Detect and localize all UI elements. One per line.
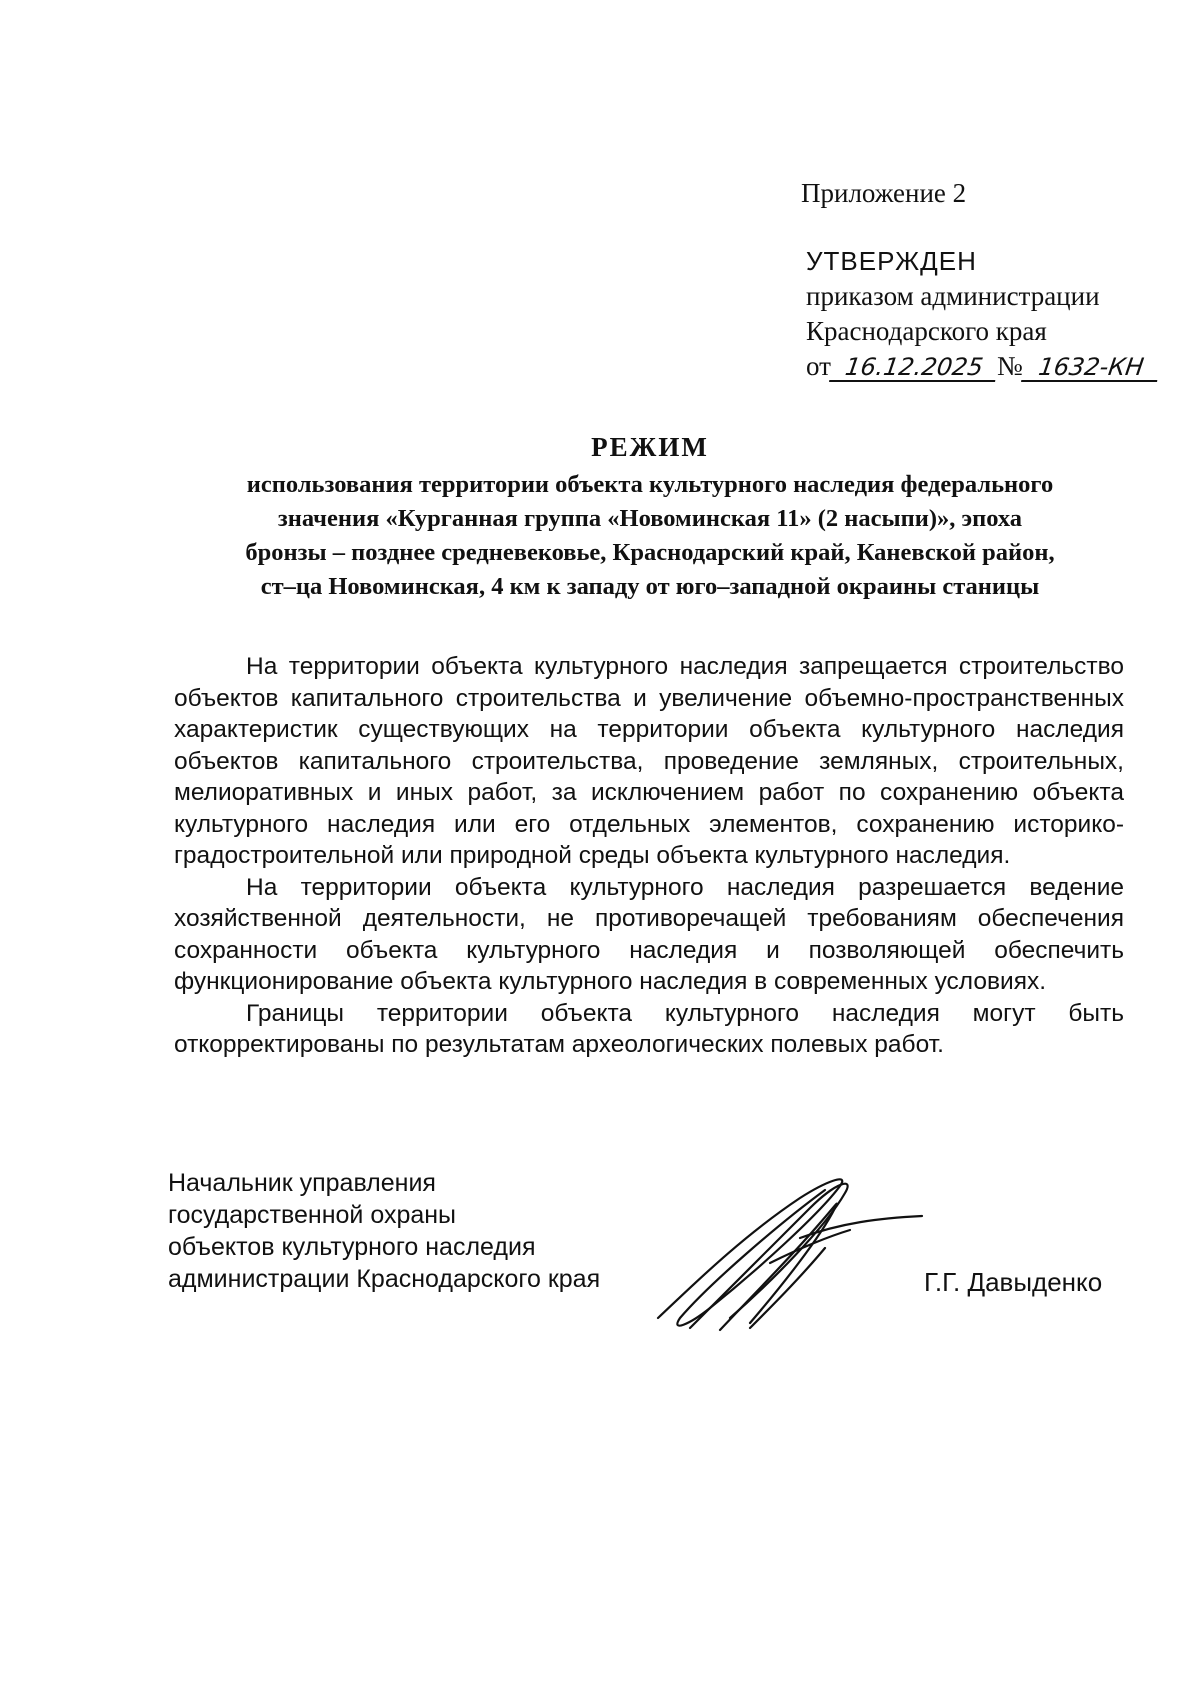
subtitle-line: бронзы – позднее средневековье, Краснодарский край, Каневской район, <box>245 539 1055 566</box>
approved-heading: УТВЕРЖДЕН <box>806 246 977 276</box>
signatory-position-line: государственной охраны <box>168 1201 457 1229</box>
body-paragraph-boundaries: Границы территории объекта культурного наследия могут быть откорректированы по результатам археологических полевых работ. <box>174 999 1124 1058</box>
body-paragraph-permissions: На территории объекта культурного наследия разрешается ведение хозяйственной деятельности, не противоречащей требованиям обеспечения сохранности объекта культурного наследия и позволяющей обеспечить функционирование объекта культурного наследия в современных условиях. <box>174 873 1124 995</box>
signatory-position-line: администрации Краснодарского края <box>168 1265 601 1293</box>
document-title: РЕЖИМ <box>591 432 709 462</box>
order-date-number-line <box>806 349 1159 384</box>
signatory-name: Г.Г. Давыденко <box>924 1267 1103 1297</box>
approved-by-line-2: Краснодарского края <box>806 316 1047 346</box>
subtitle-line: ст–ца Новоминская, 4 км к западу от юго–западной окраины станицы <box>260 573 1040 600</box>
appendix-label: Приложение 2 <box>801 178 967 208</box>
signatory-position <box>168 1167 600 1295</box>
number-label: № <box>996 351 1023 381</box>
handwritten-signature <box>650 1168 930 1338</box>
body-paragraph-prohibitions: На территории объекта культурного наследия запрещается строительство объектов капитального строительства и увеличение объемно-пространственных характеристик существующих на территории объекта культурного наследия объектов капитального строительства, проведение земляных, строительных, мелиоративных и иных работ, за исключением работ по сохранению объекта культурного наследия или его отдельных элементов, сохранению историко-градостроительной или природной среды объекта культурного наследия. <box>174 653 1124 869</box>
handwritten-number: 1632-КН <box>1021 354 1161 382</box>
signatory-position-line: Начальник управления <box>168 1169 436 1197</box>
handwritten-date: 16.12.2025 <box>829 354 999 382</box>
subtitle-line: использования территории объекта культурного наследия федерального <box>246 471 1054 498</box>
signatory-position-line: объектов культурного наследия <box>168 1233 536 1261</box>
from-label: от <box>806 351 831 381</box>
document-subtitle <box>150 468 1150 604</box>
subtitle-line: значения «Курганная группа «Новоминская 11» (2 насыпи)», эпоха <box>277 505 1023 532</box>
approved-by-line-1: приказом администрации <box>806 281 1100 311</box>
document-body <box>174 651 1124 1061</box>
approval-block <box>806 244 1159 384</box>
